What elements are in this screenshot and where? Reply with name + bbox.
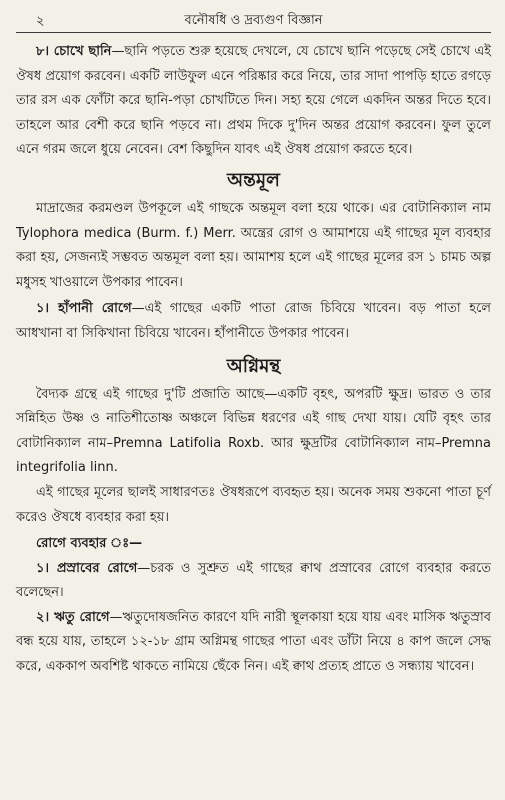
paragraph-asthma bbox=[16, 297, 491, 346]
subheading-disease-use: রোগে ব্যবহার ঃ— bbox=[36, 536, 143, 552]
item-text: —ছানি পড়তে শুরু হয়েছে দেখলে, যে চোখে ছানি পড়েছে সেই চোখে এই ঔষধ প্রয়োগ করবেন। একটি লাউফুল এনে পরিষ্কার করে নিয়ে, তার সাদা পাপড়ি হাতে রগড়ে তার রস এক ফোঁটা করে ছানি-পড়া চোখটিতে দিন। সহ্য হয়ে গেলে একদিন অন্তর দিতে হবে। তাহলে আর বেশী করে ছানি পড়বে না। প্রথম দিকে দু'দিন অন্তর প্রয়োগ করবেন। ফুল তুলে এনে গরম জলে ধুয়ে নেবেন। বেশ কিছুদিন যাবৎ এই ঔষধ প্রয়োগ করতে হবে। bbox=[16, 44, 491, 158]
paragraph-agnimantha-usage: এই গাছের মূলের ছালই সাধারণতঃ ঔষধরূপে ব্যবহৃত হয়। অনেক সময় শুকনো পাতা চূর্ণ করেও ঔষধে ব্যবহার করা হয়। bbox=[16, 484, 491, 525]
item-text: —ঋতুদোষজনিত কারণে যদি নারী স্থূলকায়া হয়ে যায় এবং মাসিক ঋতুস্রাব বন্ধ হয়ে যায়, তাহলে ১২-১৮ গ্রাম অগ্নিমন্থ গাছের পাতা এবং ডাঁটা নিয়ে ৪ কাপ জলে সেদ্ধ করে, এককাপ অবশিষ্ট থাকতে নামিয়ে ছেঁকে নিন। এই ক্বাথ প্রত্যহ প্রাতে ও সন্ধ্যায় খাবেন। bbox=[16, 609, 491, 675]
section-title-antamul: অন্তমূল bbox=[227, 169, 280, 191]
page-header bbox=[16, 6, 491, 33]
paragraph-urinary bbox=[16, 557, 491, 606]
paragraph-menstrual bbox=[16, 606, 491, 680]
item-text: —চরক ও সুশ্রুত এই গাছের ক্বাথ প্রস্রাবের রোগে ব্যবহার করতে বলেছেন। bbox=[16, 560, 491, 601]
item-lead: ১। হাঁপানী রোগে bbox=[36, 301, 132, 317]
running-title: বনৌষধি ও দ্রব্যগুণ বিজ্ঞান bbox=[184, 13, 323, 28]
item-text: —এই গাছের একটি পাতা রোজ চিবিয়ে খাবেন। বড় পাতা হলে আধখানা বা সিকিখানা চিবিয়ে খাবেন। হাঁপানীতে উপকার পাবেন। bbox=[16, 301, 491, 341]
page-number: ২ bbox=[36, 14, 45, 29]
paragraph-agnimantha-intro: বৈদ্যক গ্রন্থে এই গাছের দু'টি প্রজাতি আছে—একটি বৃহৎ, অপরটি ক্ষুদ্র। ভারত ও তার সন্নিহিত উষ্ণ ও নাতিশীতোষ্ণ অঞ্চলে বিভিন্ন ধরণের এই গাছ দেখা যায়। যেটি বৃহৎ তার বোটানিক্যাল নাম–Premna Latifolia Roxb. আর ক্ষুদ্রটির বোটানিক্যাল নাম–Premna integrifolia linn. bbox=[16, 386, 491, 476]
section-title-agnimantha: অগ্নিমন্থ bbox=[226, 355, 281, 377]
paragraph-antamul-intro: মাদ্রাজের করমণ্ডল উপকূলে এই গাছকে অন্তমূল বলা হয়ে থাকে। এর বোটানিক্যাল নাম Tylophora medica (Burm. f.) Merr. অন্ত্রের রোগ ও আমাশয়ে এই গাছের মূল ব্যবহার করা হয়, সেজন্যই সম্ভবত অন্তমূল বলা হয়। আমাশয় হলে এই গাছের মূলের রস ১ চামচ অল্প মধুসহ খাওয়ালে উপকার পাবেন। bbox=[16, 200, 491, 290]
item-lead: ১। প্রস্রাবের রোগে bbox=[36, 560, 138, 576]
paragraph-eye-cataract bbox=[16, 40, 491, 163]
item-lead: ৮। চোখে ছানি bbox=[36, 44, 112, 59]
item-lead: ২। ঋতু রোগে bbox=[36, 609, 110, 625]
